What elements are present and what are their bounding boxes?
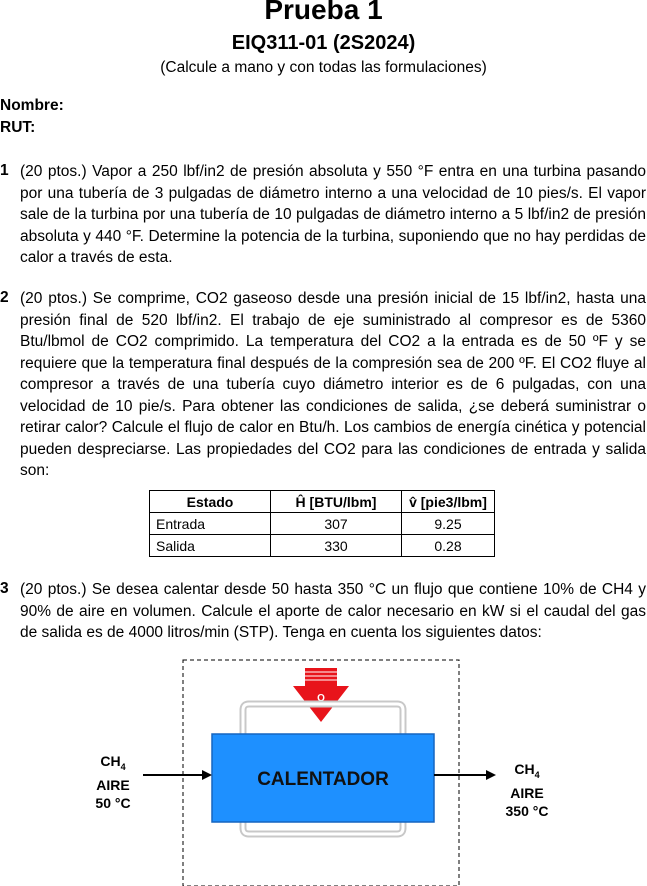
rut-label: RUT: — [0, 119, 36, 136]
table-row — [150, 513, 495, 535]
table-cell: 330 — [271, 535, 402, 557]
table-header-row — [150, 491, 495, 513]
instructions: (Calcule a mano y con todas las formulaciones) — [160, 59, 487, 76]
table-header-state: Estado — [150, 491, 271, 513]
table-cell: 9.25 — [402, 513, 495, 535]
question-1-number: 1 — [0, 162, 9, 179]
heat-label: Q — [317, 693, 325, 704]
heater-label: CALENTADOR — [257, 769, 389, 790]
question-3-text: (20 ptos.) Se desea calentar desde 50 hasta 350 °C un flujo que contiene 10% de CH4 y 90% de aire en volumen. Calcule el aporte de calor necesario en kW si el caudal del gas de salida es de 4000 litros/min (STP). Tenga en cuenta los siguientes datos: — [20, 581, 646, 641]
outlet-species: $CH_4$ — [514, 761, 540, 780]
inlet-air: AIRE — [96, 776, 130, 793]
name-label: Nombre: — [0, 97, 64, 114]
inlet-temperature: 50 °C — [95, 794, 131, 811]
inlet-labels — [86, 752, 140, 812]
table-header-volume: v̂ [pie3/lbm] — [402, 491, 495, 513]
page-title: Prueba 1 — [264, 0, 383, 25]
outlet-labels — [498, 760, 556, 820]
question-1-text: (20 ptos.) Vapor a 250 lbf/in2 de presión absoluta y 550 °F entra en una turbina pasando por una tubería de 3 pulgadas de diámetro interno a una velocidad de 10 pies/s. El vapor sale de la turbina por una tubería de 10 pulgadas de diámetro interno a 5 lbf/in2 de presión absoluta y 440 °F. Determine la potencia de la turbina, suponiendo que no hay perdidas de calor a través de esta. — [20, 163, 646, 266]
table-header-enthalpy: Ĥ [BTU/lbm] — [271, 491, 402, 513]
outlet-air: AIRE — [510, 784, 544, 801]
table-row — [150, 535, 495, 557]
table-cell: Entrada — [150, 513, 271, 535]
course-code: EIQ311-01 (2S2024) — [231, 32, 416, 54]
inlet-species: $CH_4$ — [100, 753, 126, 772]
table-cell: 0.28 — [402, 535, 495, 557]
question-2-text: (20 ptos.) Se comprime, CO2 gaseoso desde una presión inicial de 15 lbf/in2, hasta una presión final de 520 lbf/in2. El trabajo de eje suministrado al compresor es de 5360 Btu/lbmol de CO2 comprimido. La temperatura del CO2 a la entrada es de 50 ºF y se requiere que la temperatura final después de la compresión sea de 200 ºF. El CO2 fluye al compresor a través de una tubería cuyo diámetro interior es de 6 pulgadas, con una velocidad de 10 pie/s. Para obtener las condiciones de salida, ¿se deberá suministrar o retirar calor? Calcule el flujo de calor en Btu/h. Los cambios de energía cinética y potencial pueden despreciarse. Las propiedades del CO2 para las condiciones de entrada y salida son: — [20, 290, 646, 479]
table-cell: 307 — [271, 513, 402, 535]
question-3-number: 3 — [0, 580, 9, 597]
table-cell: Salida — [150, 535, 271, 557]
question-2-number: 2 — [0, 289, 9, 306]
outlet-temperature: 350 °C — [505, 802, 549, 819]
properties-table — [149, 490, 495, 557]
